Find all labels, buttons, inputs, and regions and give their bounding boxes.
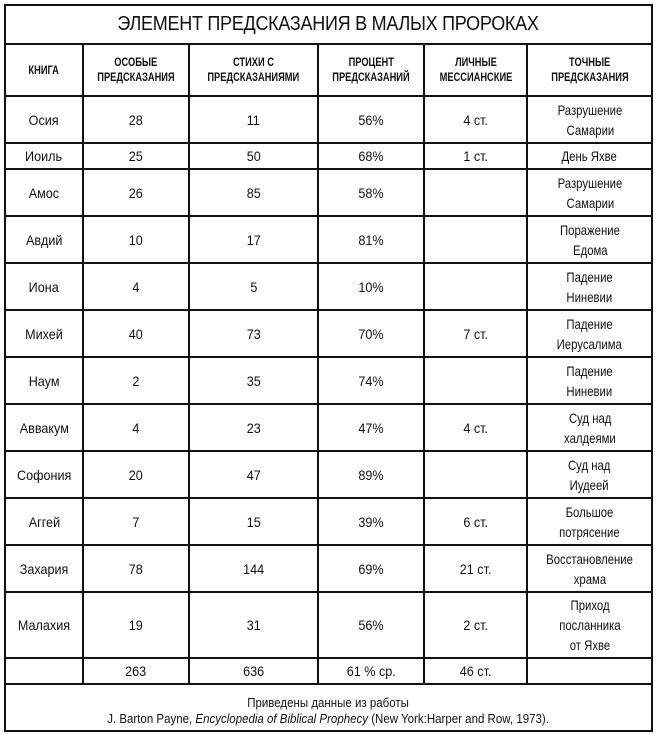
exact-prediction-line: Падение: [566, 315, 613, 332]
verses-cell-text: 11: [246, 111, 261, 128]
table-row: [6, 357, 651, 404]
special-predictions-cell: [83, 658, 189, 684]
special-predictions-cell: [83, 169, 189, 216]
verses-cell-text: 35: [246, 372, 261, 389]
column-header-line1: СТИХИ С: [232, 55, 274, 69]
messianic-cell: [424, 263, 527, 310]
verses-cell: [189, 310, 318, 357]
citation-author: J. Barton Payne,: [107, 711, 196, 726]
exact-prediction-cell: [527, 216, 651, 263]
citation-work-title: Encyclopedia of Biblical Prophecy: [195, 711, 369, 726]
column-header-label: [327, 55, 415, 85]
percent-cell-text: 68%: [358, 148, 384, 164]
verses-cell: [189, 498, 318, 545]
citation-text: [108, 695, 550, 727]
special-predictions-cell-text: 4: [132, 278, 140, 295]
percent-cell-text: 89%: [358, 466, 384, 483]
totals-row: [6, 658, 651, 684]
verses-cell: [189, 451, 318, 498]
exact-prediction-text: [554, 100, 626, 140]
messianic-cell: [424, 451, 527, 498]
messianic-cell: [424, 96, 527, 143]
messianic-cell: [424, 404, 527, 451]
book-cell: [6, 592, 83, 658]
book-cell: [6, 498, 83, 545]
verses-cell: [189, 216, 318, 263]
exact-prediction-text: [555, 595, 623, 655]
exact-prediction-line: Едома: [572, 241, 607, 258]
percent-cell-text: 70%: [358, 325, 384, 342]
verses-cell-text: 15: [246, 513, 261, 530]
table-row: [6, 216, 651, 263]
column-header-label: [201, 55, 305, 85]
table-row: [6, 545, 651, 592]
exact-prediction-text: [564, 361, 615, 401]
book-cell-text: Иона: [28, 278, 60, 295]
source-footer-row: [6, 684, 651, 736]
book-cell: [6, 143, 83, 169]
table-row: [6, 143, 651, 169]
percent-cell-text: 58%: [358, 184, 384, 201]
special-predictions-cell-text: 25: [128, 148, 144, 164]
book-cell-text: Осия: [29, 111, 59, 128]
messianic-cell: [424, 310, 527, 357]
percent-cell: [318, 592, 424, 658]
messianic-cell-text: 6 ст.: [463, 513, 488, 530]
verses-cell-text: 50: [246, 148, 261, 164]
exact-prediction-cell: [527, 310, 651, 357]
messianic-cell-text: 7 ст.: [463, 325, 488, 342]
verses-cell: [189, 545, 318, 592]
percent-cell: [318, 263, 424, 310]
percent-cell: [318, 545, 424, 592]
verses-cell: [189, 263, 318, 310]
column-header-label: [434, 55, 517, 85]
exact-prediction-text: [566, 455, 613, 495]
percent-cell: [318, 169, 424, 216]
special-predictions-cell-text: 19: [128, 617, 144, 633]
exact-prediction-cell: [527, 545, 651, 592]
table-row: [6, 451, 651, 498]
messianic-cell: [424, 357, 527, 404]
messianic-cell-text: 4 ст.: [463, 111, 488, 128]
book-cell: [6, 216, 83, 263]
exact-prediction-line: Ниневии: [566, 382, 613, 399]
special-predictions-cell-text: 10: [128, 231, 144, 248]
table-row: [6, 96, 651, 143]
special-predictions-cell-text: 20: [128, 466, 144, 483]
exact-prediction-text: [553, 314, 625, 354]
column-header-special-predictions: [83, 44, 189, 96]
special-predictions-cell-text: 7: [132, 513, 140, 530]
special-predictions-cell-text: 28: [128, 111, 144, 128]
table-row: [6, 310, 651, 357]
book-cell: [6, 404, 83, 451]
verses-cell-text: 23: [246, 419, 261, 436]
table-row: [6, 592, 651, 658]
table-row: [6, 404, 651, 451]
book-cell-text: Аггей: [28, 513, 60, 530]
header-row: [6, 44, 651, 96]
exact-prediction-line: от Яхве: [569, 637, 610, 653]
table-title-text: ЭЛЕМЕНТ ПРЕДСКАЗАНИЯ В МАЛЫХ ПРОРОКАХ: [117, 13, 540, 35]
percent-cell-text: 39%: [358, 513, 384, 530]
special-predictions-cell: [83, 404, 189, 451]
book-cell: [6, 545, 83, 592]
exact-prediction-line: Суд над: [568, 456, 611, 473]
special-predictions-cell-text: 4: [132, 419, 140, 436]
exact-prediction-cell: [527, 592, 651, 658]
column-header-line2: ПРЕДСКАЗАНИЯ: [550, 70, 629, 84]
percent-cell-text: 56%: [358, 111, 384, 128]
column-header-label: [546, 55, 634, 85]
exact-prediction-line: Ниневии: [566, 288, 613, 305]
table-row: [6, 263, 651, 310]
table-row: [6, 498, 651, 545]
column-header-line2: МЕССИАНСКИЕ: [439, 70, 512, 84]
exact-prediction-line: халдеями: [563, 429, 616, 446]
percent-cell: [318, 216, 424, 263]
special-predictions-cell: [83, 310, 189, 357]
messianic-cell: [424, 216, 527, 263]
special-predictions-cell: [83, 263, 189, 310]
exact-prediction-line: Суд над: [568, 409, 611, 426]
exact-prediction-text: [541, 549, 637, 589]
column-header-verses-with-predictions: [189, 44, 318, 96]
exact-prediction-cell: [527, 96, 651, 143]
exact-prediction-line: Самарии: [565, 194, 614, 211]
column-header-line2: ПРЕДСКАЗАНИЯ: [97, 70, 175, 84]
special-predictions-cell: [83, 451, 189, 498]
exact-prediction-line: потрясение: [559, 523, 620, 540]
column-header-line2: ПРЕДСКАЗАНИЙ: [332, 70, 410, 84]
percent-cell: [318, 310, 424, 357]
special-predictions-cell: [83, 498, 189, 545]
book-cell-text: Михей: [25, 325, 63, 342]
exact-prediction-line: Разрушение: [557, 174, 622, 191]
exact-prediction-line: Падение: [566, 268, 613, 285]
verses-cell-text: 144: [242, 560, 265, 577]
verses-cell: [189, 404, 318, 451]
exact-prediction-line: посланника: [558, 617, 621, 633]
column-header-book: [6, 44, 83, 96]
percent-cell-text: 69%: [358, 560, 384, 577]
exact-prediction-text: [564, 267, 615, 307]
special-predictions-cell: [83, 357, 189, 404]
column-header-exact-predictions: [527, 44, 651, 96]
exact-prediction-cell: [527, 357, 651, 404]
messianic-cell-text: 21 ст.: [459, 560, 492, 577]
exact-prediction-line: Восстановление: [546, 550, 633, 567]
column-header-line1: ЛИЧНЫЕ: [454, 55, 497, 69]
special-predictions-cell-text: 263: [125, 663, 147, 679]
book-cell-text: Аввакум: [19, 419, 69, 436]
exact-prediction-line: Самарии: [565, 121, 614, 138]
column-header-label: [92, 55, 180, 85]
book-cell-text: Софония: [16, 466, 72, 483]
messianic-cell: [424, 592, 527, 658]
column-header-line2: ПРЕДСКАЗАНИЯМИ: [207, 70, 300, 84]
exact-prediction-text: [556, 220, 623, 260]
book-cell-text: Иоиль: [25, 148, 63, 164]
verses-cell: [189, 592, 318, 658]
special-predictions-cell: [83, 216, 189, 263]
exact-prediction-line: Большое: [565, 503, 614, 520]
book-cell-text: Захария: [19, 560, 69, 577]
prophecy-table-grid: [6, 6, 651, 736]
messianic-cell: [424, 498, 527, 545]
citation-intro: Приведены данные из работы: [247, 695, 410, 710]
column-header-label: [27, 63, 62, 78]
messianic-cell-text: 46 ст.: [459, 663, 492, 679]
book-cell: [6, 96, 83, 143]
verses-cell: [189, 143, 318, 169]
column-header-prediction-percent: [318, 44, 424, 96]
verses-cell: [189, 658, 318, 684]
messianic-cell: [424, 143, 527, 169]
messianic-cell-text: 1 ст.: [463, 148, 488, 164]
prophecy-table: [4, 4, 653, 732]
messianic-cell: [424, 545, 527, 592]
verses-cell-text: 73: [246, 325, 261, 342]
verses-cell-text: 17: [246, 231, 261, 248]
exact-prediction-line: Иерусалима: [556, 335, 623, 352]
exact-prediction-cell: [527, 404, 651, 451]
exact-prediction-cell: [527, 169, 651, 216]
percent-cell-text: 74%: [358, 372, 384, 389]
exact-prediction-text: [559, 146, 621, 166]
exact-prediction-line: Иудеей: [569, 476, 610, 493]
book-cell: [6, 658, 83, 684]
percent-cell: [318, 498, 424, 545]
verses-cell-text: 5: [249, 278, 258, 295]
messianic-cell-text: 4 ст.: [463, 419, 488, 436]
special-predictions-cell-text: 2: [132, 372, 140, 389]
column-header-line1: ПРОЦЕНТ: [348, 55, 394, 69]
exact-prediction-text: [556, 502, 623, 542]
book-cell: [6, 357, 83, 404]
exact-prediction-line: Падение: [566, 362, 613, 379]
book-cell: [6, 310, 83, 357]
exact-prediction-cell: [527, 143, 651, 169]
percent-cell-text: 81%: [358, 231, 384, 248]
column-header-line1: ТОЧНЫЕ: [568, 55, 611, 69]
percent-cell-text: 56%: [358, 617, 384, 633]
percent-cell-text: 47%: [358, 419, 384, 436]
verses-cell: [189, 96, 318, 143]
special-predictions-cell: [83, 592, 189, 658]
source-citation: [6, 684, 651, 736]
verses-cell-text: 85: [246, 184, 261, 201]
exact-prediction-cell: [527, 498, 651, 545]
verses-cell-text: 636: [242, 663, 265, 679]
exact-prediction-text: [554, 173, 626, 213]
percent-cell: [318, 404, 424, 451]
exact-prediction-cell: [527, 658, 651, 684]
book-cell: [6, 451, 83, 498]
table-row: [6, 169, 651, 216]
percent-cell: [318, 658, 424, 684]
verses-cell: [189, 357, 318, 404]
book-cell-text: Наум: [28, 372, 60, 389]
exact-prediction-line: Приход: [569, 597, 610, 613]
exact-prediction-cell: [527, 451, 651, 498]
percent-cell: [318, 451, 424, 498]
messianic-cell-text: 2 ст.: [463, 617, 488, 633]
verses-cell-text: 47: [246, 466, 261, 483]
exact-prediction-line: храма: [573, 570, 606, 587]
book-cell-text: Малахия: [17, 617, 71, 633]
exact-prediction-cell: [527, 263, 651, 310]
book-cell: [6, 169, 83, 216]
special-predictions-cell-text: 40: [128, 325, 144, 342]
messianic-cell: [424, 169, 527, 216]
percent-cell-text: 10%: [358, 278, 384, 295]
book-cell: [6, 263, 83, 310]
percent-cell: [318, 143, 424, 169]
percent-cell-text: 61 % ср.: [346, 663, 396, 679]
verses-cell-text: 31: [246, 617, 261, 633]
special-predictions-cell-text: 26: [128, 184, 144, 201]
messianic-cell: [424, 658, 527, 684]
exact-prediction-text: [561, 408, 618, 448]
percent-cell: [318, 96, 424, 143]
verses-cell: [189, 169, 318, 216]
exact-prediction-line: День Яхве: [561, 148, 618, 164]
column-header-personal-messianic: [424, 44, 527, 96]
column-header-line1: КНИГА: [28, 62, 60, 77]
special-predictions-cell: [83, 545, 189, 592]
citation-publication: (New York:Harper and Row, 1973).: [368, 711, 550, 726]
special-predictions-cell: [83, 143, 189, 169]
exact-prediction-line: Разрушение: [557, 101, 622, 118]
percent-cell: [318, 357, 424, 404]
special-predictions-cell: [83, 96, 189, 143]
table-title: [6, 6, 651, 44]
book-cell-text: Амос: [28, 184, 60, 201]
special-predictions-cell-text: 78: [128, 560, 144, 577]
exact-prediction-line: Поражение: [559, 221, 620, 238]
column-header-line1: ОСОБЫЕ: [114, 55, 158, 69]
book-cell-text: Авдий: [25, 231, 63, 248]
